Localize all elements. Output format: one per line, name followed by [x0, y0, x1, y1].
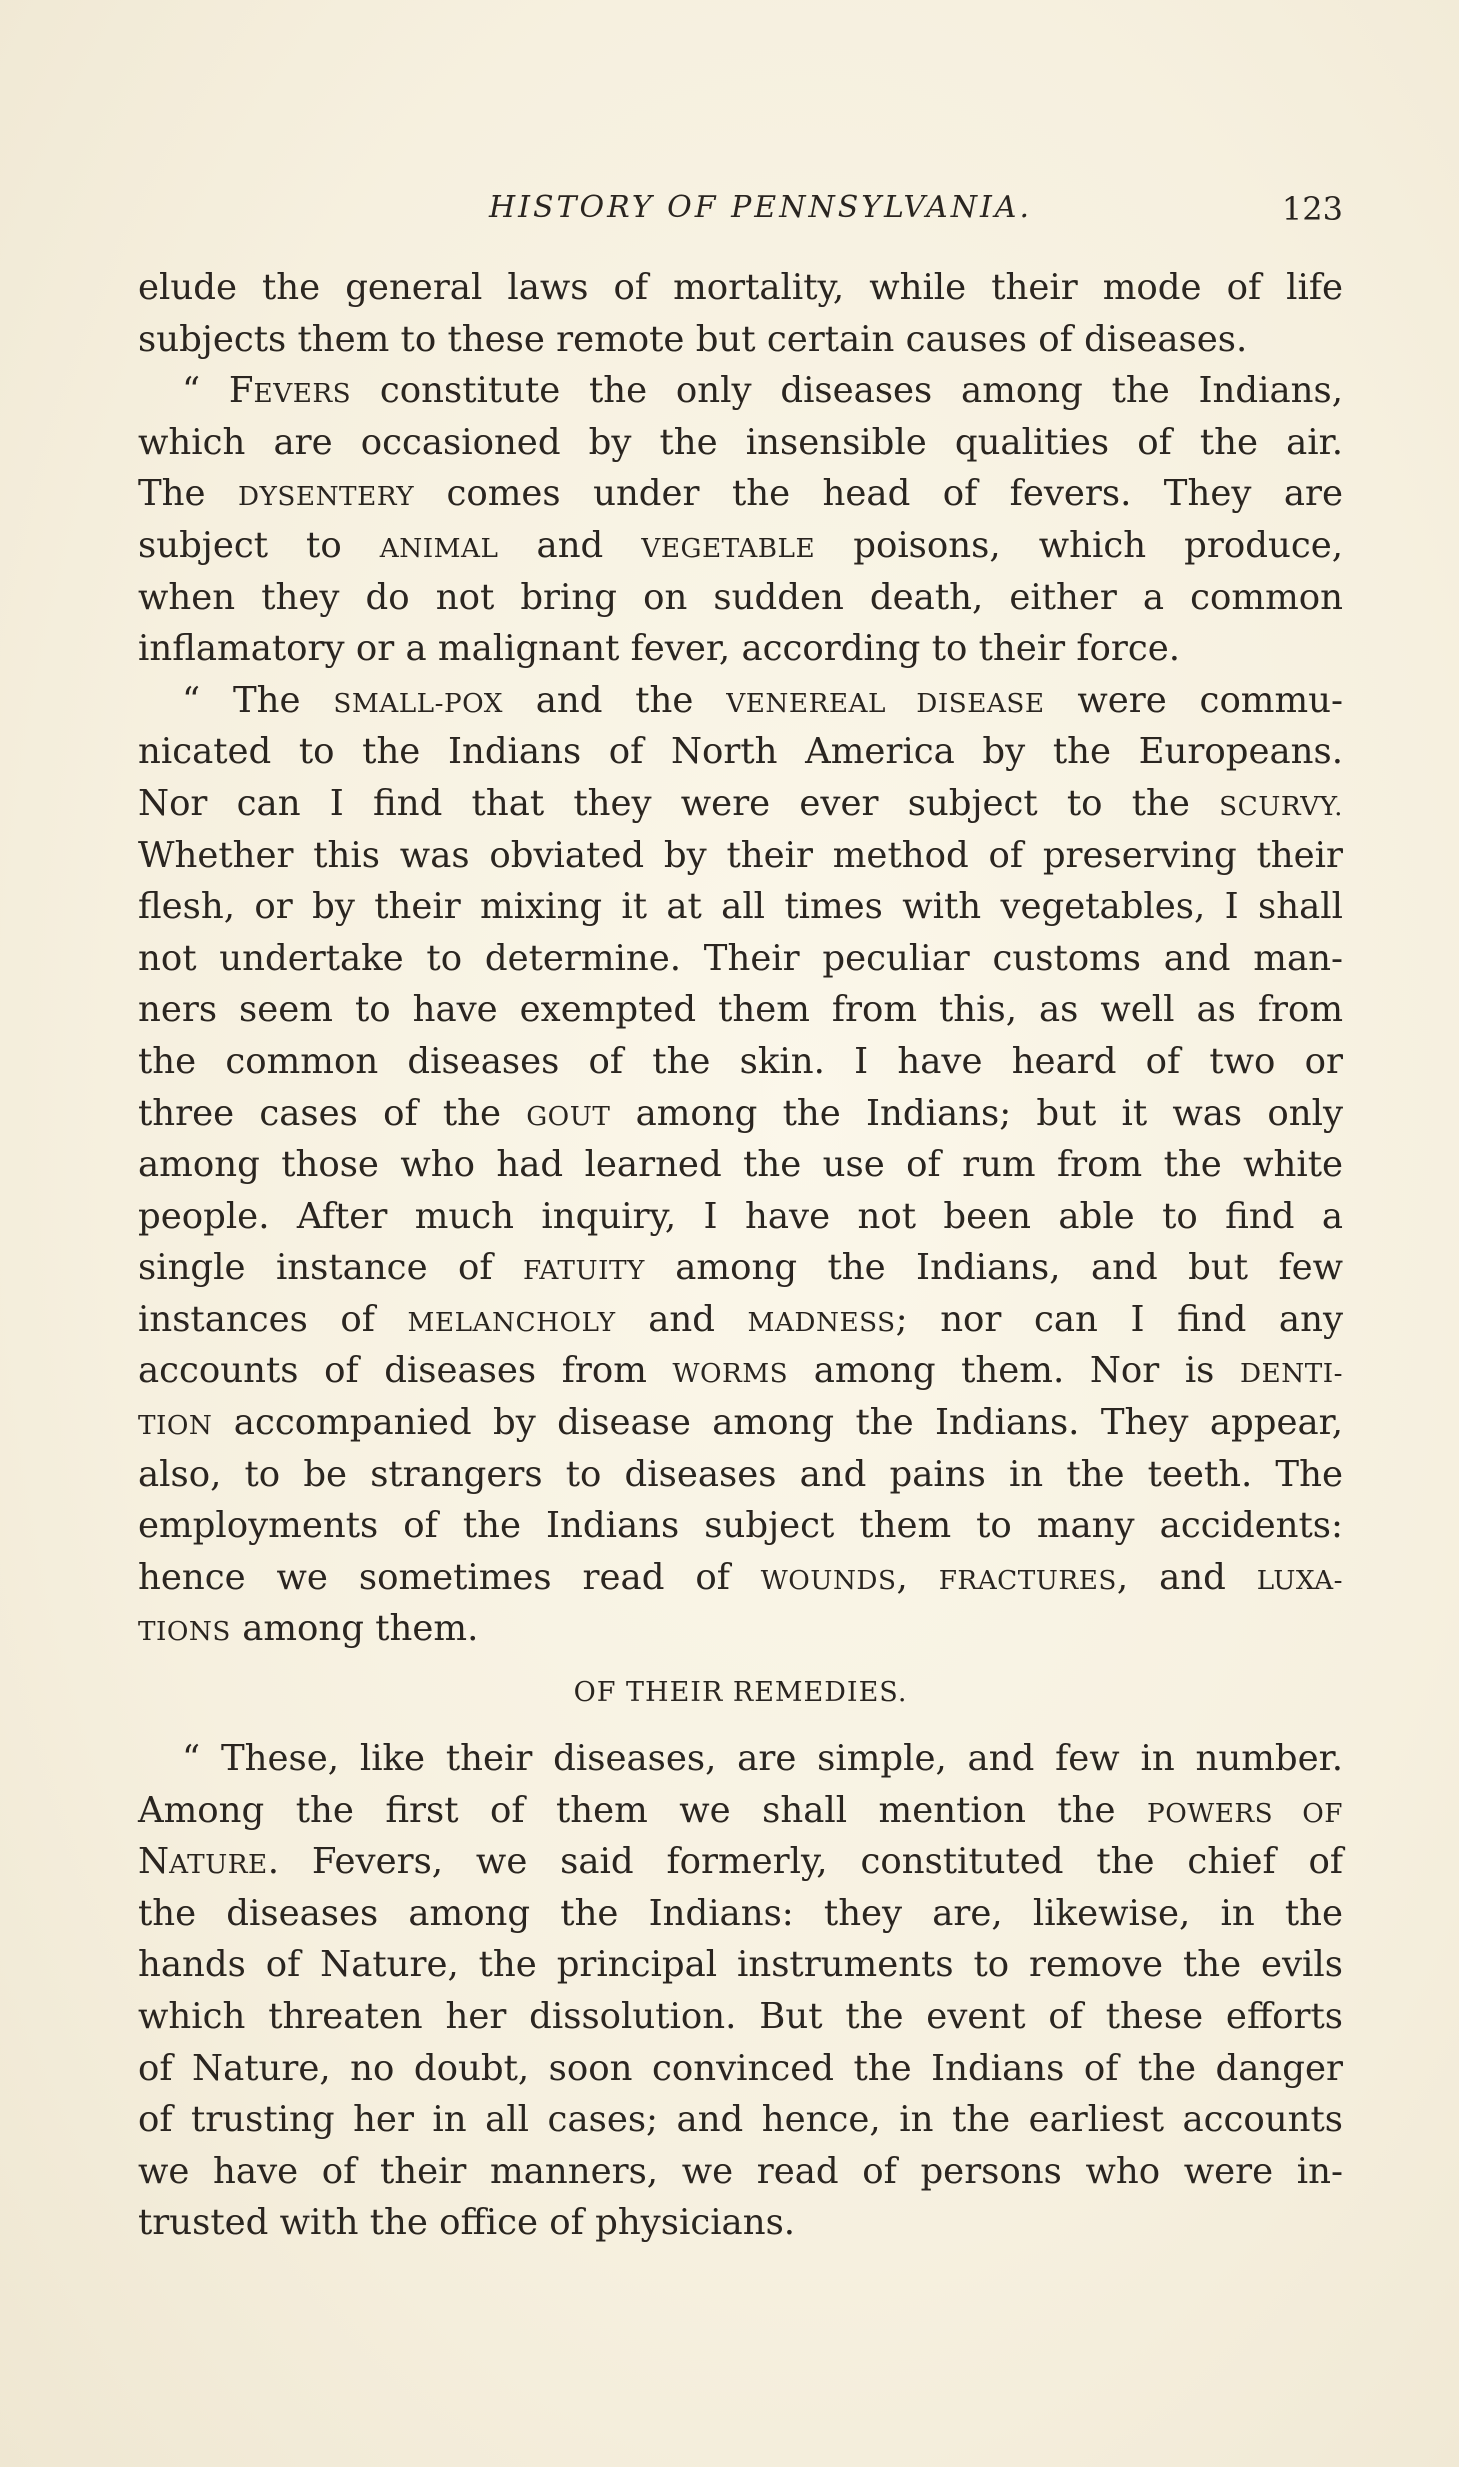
section-subheading: OF THEIR REMEDIES. [573, 1677, 908, 1709]
text-line: subject to ANIMAL and VEGETABLE poisons, which produce, [138, 524, 1343, 566]
text-line: of trusting her in all cases; and hence, in the earliest accounts [138, 2099, 1343, 2141]
page-number: 123 [1281, 190, 1343, 228]
text-line: TION accompanied by disease among the Indians. They appear, [138, 1402, 1343, 1444]
text-line: hands of Nature, the principal instruments to remove the evils [138, 1944, 1343, 1986]
text-line: among those who had learned the use of rum from the white [138, 1144, 1343, 1186]
text-line: The DYSENTERY comes under the head of fevers. They are [138, 473, 1343, 515]
text-line: trusted with the office of physicians. [138, 2202, 796, 2244]
text-line: of Nature, no doubt, soon convinced the Indians of the danger [138, 2047, 1343, 2089]
text-line: flesh, or by their mixing it at all times with vegetables, I shall [138, 886, 1343, 928]
page-header [138, 190, 1343, 240]
text-line: “ FEVERS constitute the only diseases among the Indians, [182, 370, 1343, 412]
text-line: employments of the Indians subject them to many accidents: [138, 1505, 1343, 1547]
text-line: the common diseases of the skin. I have heard of two or [138, 1040, 1343, 1082]
text-line: nicated to the Indians of North America by the Europeans. [138, 731, 1343, 773]
text-line: subjects them to these remote but certain causes of diseases. [138, 318, 1248, 360]
text-line: TIONS among them. [138, 1608, 479, 1650]
text-line: not undertake to determine. Their peculiar customs and man- [138, 937, 1343, 979]
text-line: people. After much inquiry, I have not been able to find a [138, 1195, 1343, 1237]
text-line: accounts of diseases from WORMS among them. Nor is DENTI- [138, 1350, 1343, 1392]
text-line: Among the first of them we shall mention the POWERS OF [138, 1789, 1343, 1831]
text-line: the diseases among the Indians: they are, likewise, in the [138, 1892, 1343, 1934]
text-line: we have of their manners, we read of persons who were in- [138, 2150, 1343, 2192]
text-line: three cases of the GOUT among the Indians; but it was only [138, 1092, 1343, 1134]
text-line: hence we sometimes read of WOUNDS, FRACTURES, and LUXA- [138, 1556, 1344, 1598]
text-line: elude the general laws of mortality, while their mode of life [138, 267, 1343, 308]
running-title: HISTORY OF PENNSYLVANIA. [488, 190, 1033, 225]
text-line: inflamatory or a malignant fever, according to their force. [138, 628, 1181, 670]
text-line: when they do not bring on sudden death, either a common [138, 576, 1343, 618]
text-line: which are occasioned by the insensible qualities of the air. [138, 421, 1343, 463]
text-line: single instance of FATUITY among the Indians, and but few [138, 1247, 1343, 1289]
text-line: “ The SMALL-POX and the VENEREAL DISEASE were commu- [182, 679, 1343, 721]
body-text [138, 262, 1343, 2249]
text-line: instances of MELANCHOLY and MADNESS; nor can I find any [138, 1298, 1344, 1340]
text-line: ners seem to have exempted them from this, as well as from [138, 989, 1343, 1031]
text-line: Whether this was obviated by their method of preserving their [138, 834, 1343, 876]
text-line: which threaten her dissolution. But the event of these efforts [138, 1996, 1343, 2037]
text-line: Nor can I find that they were ever subject to the SCURVY. [138, 782, 1343, 824]
text-line: also, to be strangers to diseases and pains in the teeth. The [138, 1453, 1343, 1495]
text-line: “ These, like their diseases, are simple, and few in number. [182, 1738, 1343, 1780]
text-line: NATURE. Fevers, we said formerly, constituted the chief of [138, 1841, 1343, 1883]
